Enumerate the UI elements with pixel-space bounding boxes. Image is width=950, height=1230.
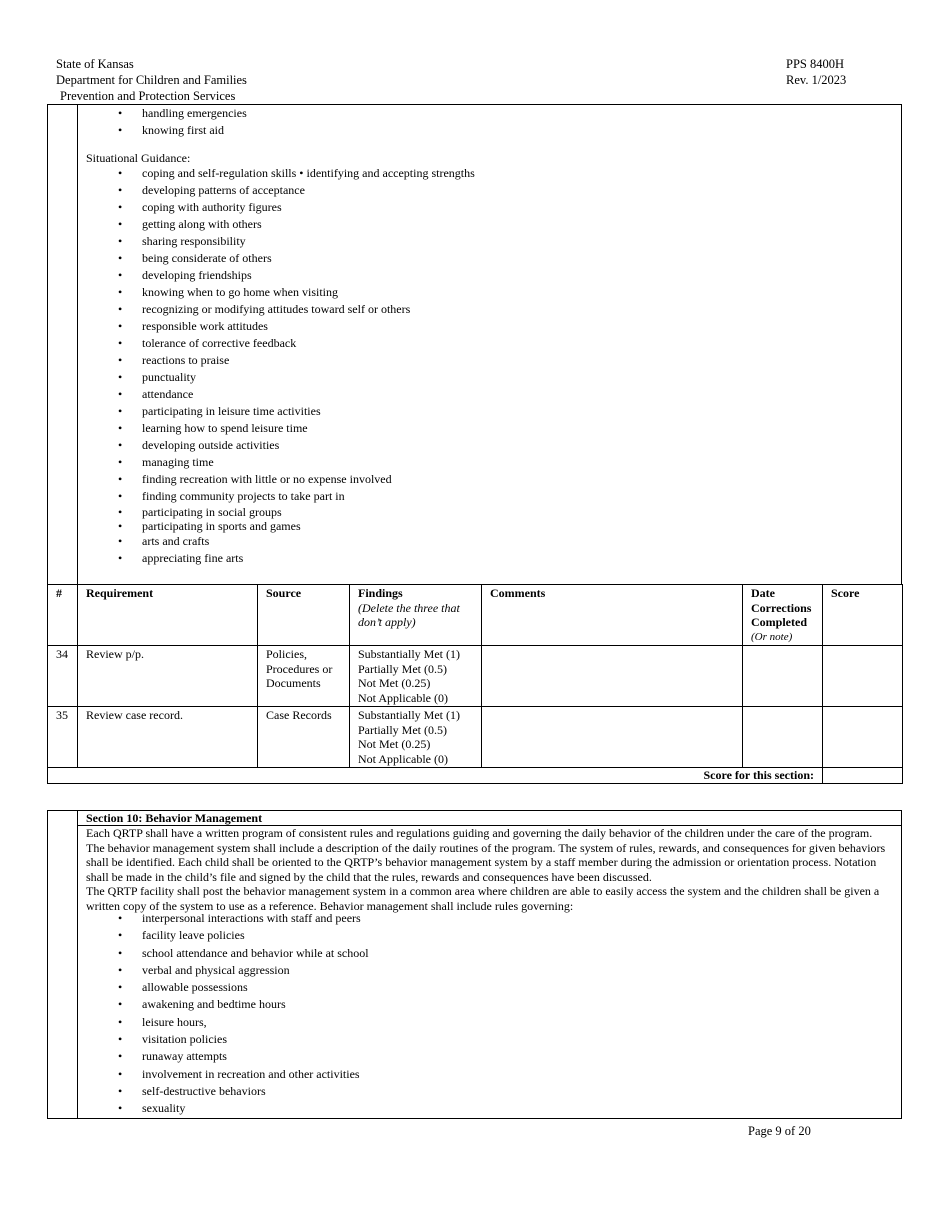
list-item: • handling emergencies [48, 106, 901, 123]
section-score-cell[interactable] [823, 768, 903, 784]
list-item: • participating in leisure time activities [48, 403, 901, 420]
page-number: Page 9 of 20 [748, 1124, 811, 1138]
list-item: • coping with authority figures [48, 199, 901, 216]
col-header-requirement: Requirement [78, 585, 258, 646]
list-item: • knowing when to go home when visiting [48, 284, 901, 301]
list-item: • finding community projects to take part in [48, 488, 901, 505]
section-10-body [86, 826, 887, 913]
section-10-paragraph: Each QRTP shall have a written program of consistent rules and regulations guiding and governing the daily behavior of the children under the care of the program. The behavior management system shall include a description of the daily routines of the program. The system of rules, rewards, and consequences for given behaviors shall be identified. Each child shall be oriented to the QRTP’s behavior management system by a staff member during the admission or orientation process. Notation shall be made in the child’s file and signed by the child that the rules, rewards and consequences have been discussed. [86, 826, 886, 884]
source-line: Policies, [266, 647, 307, 661]
source-line: Procedures or [266, 661, 333, 676]
table-row [48, 646, 903, 707]
section-score-row [48, 768, 903, 784]
list-item: • participating in social groups [48, 505, 901, 519]
list-item: • sharing responsibility [48, 233, 901, 250]
list-item: • runaway attempts [48, 1049, 901, 1066]
date-header-line: Completed [751, 615, 807, 629]
list-item: • reactions to praise [48, 352, 901, 369]
finding-option: Not Met (0.25) [358, 676, 431, 690]
list-item: • recognizing or modifying attitudes toward self or others [48, 301, 901, 318]
list-item: • visitation policies [48, 1032, 901, 1049]
header-state: State of Kansas [56, 57, 134, 71]
finding-option: Substantially Met (1) [358, 647, 460, 661]
list-item: • being considerate of others [48, 250, 901, 267]
findings-header-label: Findings [358, 586, 403, 600]
col-header-date [743, 585, 823, 646]
list-item: • coping and self-regulation skills • identifying and accepting strengths [48, 165, 901, 182]
row-findings[interactable] [350, 646, 482, 707]
row-findings[interactable] [350, 707, 482, 768]
row-score-cell[interactable] [823, 646, 903, 707]
date-header-note: (Or note) [751, 630, 793, 643]
col-header-findings [350, 585, 482, 646]
list-item: • arts and crafts [48, 533, 901, 550]
row-comments-cell[interactable] [482, 707, 743, 768]
date-header-line: Corrections [751, 600, 812, 615]
row-date-cell[interactable] [743, 707, 823, 768]
col-header-source: Source [258, 585, 350, 646]
list-item: • finding recreation with little or no expense involved [48, 471, 901, 488]
finding-option: Not Met (0.25) [358, 737, 431, 751]
source-line: Documents [266, 676, 321, 690]
finding-option: Substantially Met (1) [358, 708, 460, 722]
list-item: • developing patterns of acceptance [48, 182, 901, 199]
list-item: • leisure hours, [48, 1015, 901, 1032]
row-num: 34 [48, 646, 78, 707]
list-item: • allowable possessions [48, 980, 901, 997]
list-item: • tolerance of corrective feedback [48, 335, 901, 352]
section-10-title: Section 10: Behavior Management [78, 811, 901, 826]
list-item: • appreciating fine arts [48, 550, 901, 567]
list-item: • facility leave policies [48, 928, 901, 945]
list-item: • awakening and bedtime hours [48, 997, 901, 1014]
list-item: • interpersonal interactions with staff and peers [48, 911, 901, 928]
row-score-cell[interactable] [823, 707, 903, 768]
header-form-number: PPS 8400H [786, 57, 845, 71]
finding-option: Partially Met (0.5) [358, 661, 447, 676]
row-date-cell[interactable] [743, 646, 823, 707]
list-item: • developing outside activities [48, 437, 901, 454]
list-item: • sexuality [48, 1101, 901, 1118]
col-header-num: # [48, 585, 78, 646]
situational-guidance-label: Situational Guidance: [86, 151, 191, 165]
list-item: • learning how to spend leisure time [48, 420, 901, 437]
finding-option: Not Applicable (0) [358, 751, 448, 766]
row-source [258, 646, 350, 707]
list-item: • responsible work attitudes [48, 318, 901, 335]
finding-option: Partially Met (0.5) [358, 722, 447, 737]
table-header-row [48, 585, 903, 646]
upper-list [48, 106, 901, 140]
list-item: • knowing first aid [48, 123, 901, 140]
header-left [56, 56, 247, 104]
source-line: Case Records [266, 708, 332, 722]
date-header-line: Date [751, 586, 775, 600]
situational-list [48, 165, 901, 567]
row-requirement: Review case record. [78, 707, 258, 768]
list-item: • developing friendships [48, 267, 901, 284]
col-header-score: Score [823, 585, 903, 646]
row-source [258, 707, 350, 768]
row-requirement: Review p/p. [78, 646, 258, 707]
row-num: 35 [48, 707, 78, 768]
list-item: • self-destructive behaviors [48, 1084, 901, 1101]
header-right [786, 56, 846, 88]
list-item: • involvement in recreation and other activities [48, 1067, 901, 1084]
list-item: • attendance [48, 386, 901, 403]
finding-option: Not Applicable (0) [358, 690, 448, 705]
section-10-paragraph: The QRTP facility shall post the behavior management system in a common area where children are able to easily access the system and the children shall be given a written copy of the system to use as a reference. Behavior management shall include rules governing: [86, 884, 880, 913]
header-revision: Rev. 1/2023 [786, 73, 847, 87]
row-comments-cell[interactable] [482, 646, 743, 707]
list-item: • getting along with others [48, 216, 901, 233]
guidance-box [47, 104, 902, 584]
list-item: • punctuality [48, 369, 901, 386]
behavior-rules-list [48, 911, 901, 1119]
header-division: Prevention and Protection Services [60, 89, 236, 103]
table-row [48, 707, 903, 768]
list-item: • school attendance and behavior while at school [48, 946, 901, 963]
header-department: Department for Children and Families [56, 73, 247, 87]
findings-header-note: (Delete the three that don’t apply) [358, 600, 460, 629]
col-header-comments: Comments [482, 585, 743, 646]
list-item: • participating in sports and games [48, 519, 901, 533]
list-item: • verbal and physical aggression [48, 963, 901, 980]
section-score-label: Score for this section: [48, 768, 823, 784]
section-10-box [47, 810, 902, 1119]
list-item: • managing time [48, 454, 901, 471]
requirements-table [47, 584, 903, 784]
